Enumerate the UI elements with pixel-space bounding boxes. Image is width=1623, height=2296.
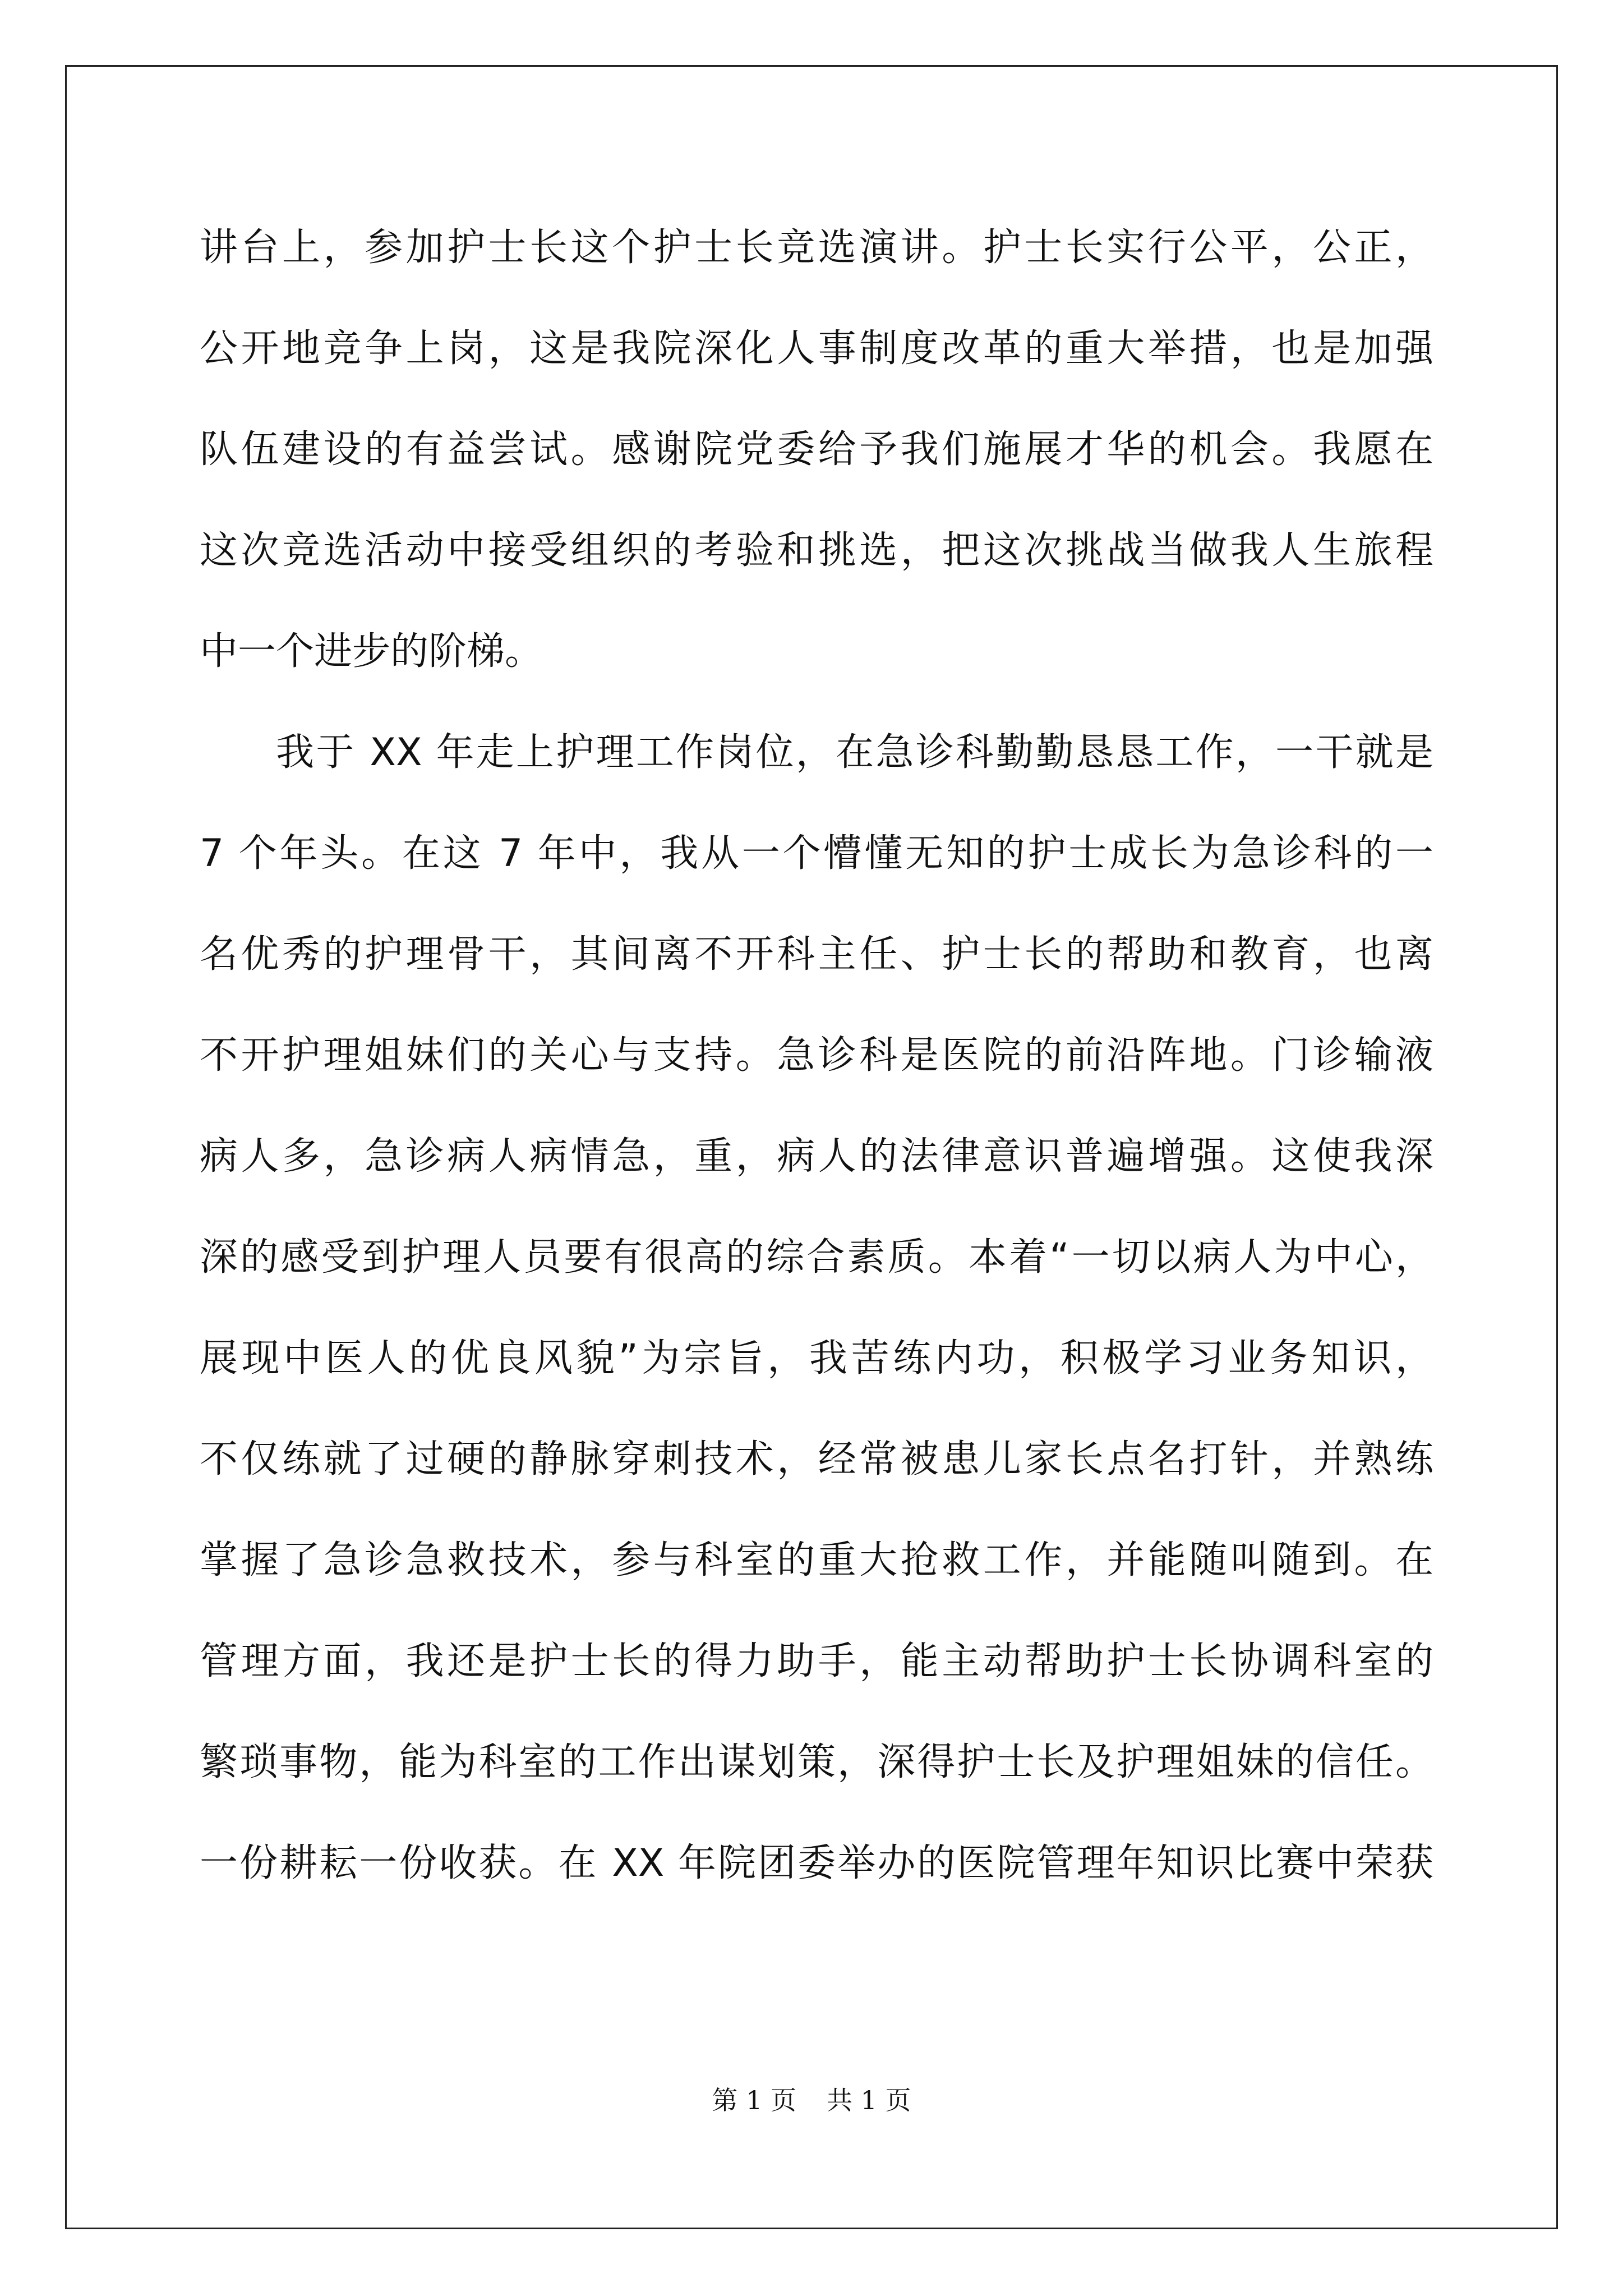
text-line: 讲台上，参加护士长这个护士长竞选演讲。护士长实行公平，公正， — [200, 226, 1433, 270]
text-line: 管理方面，我还是护士长的得力助手，能主动帮助护士长协调科室的 — [200, 1639, 1433, 1683]
text-line: 繁琐事物，能为科室的工作出谋划策，深得护士长及护理姐妹的信任。 — [200, 1740, 1433, 1784]
text-line: 不开护理姐妹们的关心与支持。急诊科是医院的前沿阵地。门诊输液 — [200, 1033, 1433, 1078]
text-line: 不仅练就了过硬的静脉穿刺技术，经常被患儿家长点名打针，并熟练 — [200, 1437, 1433, 1481]
text-line: 7 个年头。在这 7 年中，我从一个懵懂无知的护士成长为急诊科的一 — [200, 831, 1433, 876]
text-line: 一份耕耘一份收获。在 XX 年院团委举办的医院管理年知识比赛中荣获 — [200, 1841, 1433, 1885]
text-line: 名优秀的护理骨干，其间离不开科主任、护士长的帮助和教育，也离 — [200, 932, 1433, 977]
text-line: 掌握了急诊急救技术，参与科室的重大抢救工作，并能随叫随到。在 — [200, 1538, 1433, 1582]
page-total: 共 1 页 — [827, 2085, 911, 2115]
page-footer — [0, 2080, 1623, 2117]
text-line: 展现中医人的优良风貌”为宗旨，我苦练内功，积极学习业务知识， — [200, 1336, 1433, 1381]
document-body — [200, 197, 1433, 1914]
text-line: 我于 XX 年走上护理工作岗位，在急诊科勤勤恳恳工作，一干就是 — [276, 730, 1433, 775]
page-number: 第 1 页 — [712, 2085, 796, 2115]
text-line: 队伍建设的有益尝试。感谢院党委给予我们施展才华的机会。我愿在 — [200, 427, 1433, 472]
text-line: 深的感受到护理人员要有很高的综合素质。本着“一切以病人为中心， — [200, 1235, 1433, 1280]
text-line: 病人多，急诊病人病情急，重，病人的法律意识普遍增强。这使我深 — [200, 1134, 1433, 1179]
text-line: 公开地竞争上岗，这是我院深化人事制度改革的重大举措，也是加强 — [200, 326, 1433, 371]
text-line: 这次竞选活动中接受组织的考验和挑选，把这次挑战当做我人生旅程 — [200, 528, 1433, 573]
text-line: 中一个进步的阶梯。 — [200, 629, 543, 674]
